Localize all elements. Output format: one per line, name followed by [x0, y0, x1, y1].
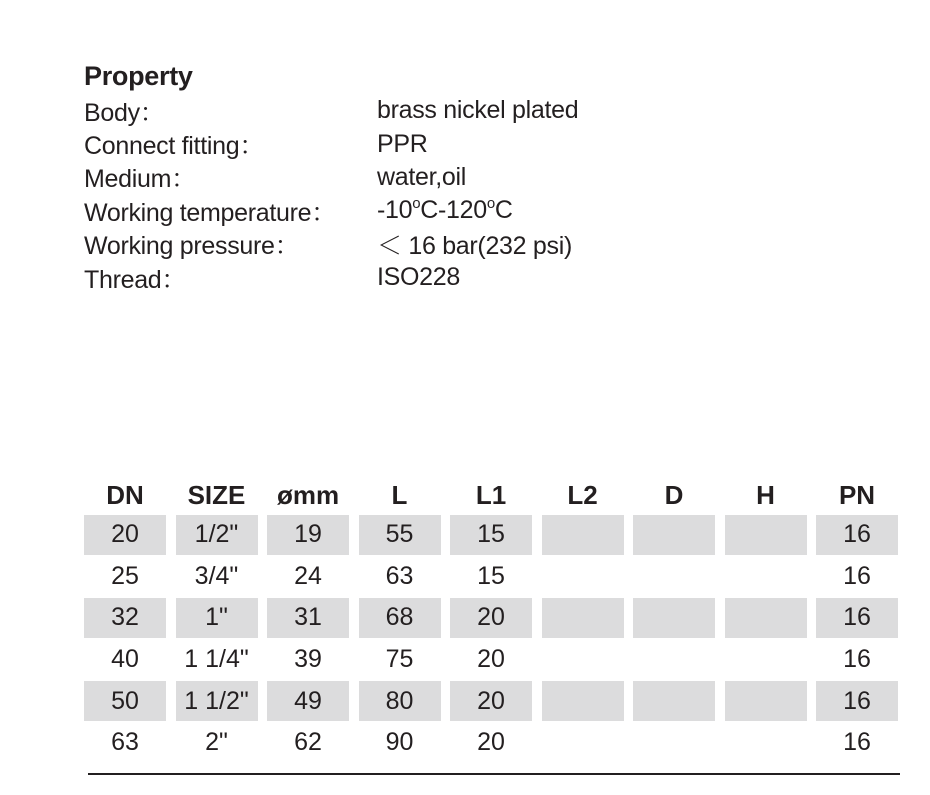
table-cell: 55: [359, 515, 441, 555]
table-cell: [725, 681, 807, 721]
property-row-working-temperature: [84, 194, 684, 227]
table-row: [84, 639, 902, 681]
table-cell: [542, 723, 624, 763]
table-cell: 75: [385, 645, 414, 674]
table-cell: [725, 556, 807, 596]
temperature-max: C-120: [420, 196, 487, 225]
table-cell: 20: [450, 681, 532, 721]
table-row: [84, 556, 902, 598]
table-cell: 1 1/4": [184, 645, 249, 674]
table-cell: 32: [84, 598, 166, 638]
property-row-connect-fitting: [84, 127, 684, 160]
property-value: ISO228: [377, 263, 460, 292]
table-cell: 31: [267, 598, 349, 638]
table-cell: 50: [84, 681, 166, 721]
property-label: Connect fitting：: [84, 132, 265, 161]
table-cell: 20: [450, 598, 532, 638]
table-cell: 90: [385, 728, 414, 757]
degree-mark: o: [486, 195, 495, 213]
table-cell: 63: [111, 728, 139, 757]
property-value: PPR: [377, 129, 428, 158]
column-header-pn: PN: [838, 479, 876, 510]
table-cell: [633, 598, 715, 638]
table-cell: 15: [450, 515, 532, 555]
table-cell: [542, 598, 624, 638]
dimension-table: [84, 476, 902, 764]
property-value: ＜ 16 bar(232 psi): [377, 232, 572, 261]
column-header-l2: L2: [567, 479, 598, 510]
table-cell: [633, 640, 715, 680]
property-heading: Property: [84, 61, 193, 91]
table-cell: 16: [843, 561, 871, 590]
table-row: [84, 722, 902, 764]
column-header-l: L: [391, 479, 408, 510]
table-cell: 40: [111, 645, 139, 674]
table-cell: 1 1/2": [176, 681, 258, 721]
table-cell: [542, 681, 624, 721]
property-row-body: [84, 94, 684, 127]
table-cell: [633, 515, 715, 555]
table-cell: [725, 640, 807, 680]
table-cell: 19: [267, 515, 349, 555]
property-label: Working temperature：: [84, 198, 336, 227]
table-cell: [633, 723, 715, 763]
column-header-dn: DN: [106, 479, 144, 510]
temperature-unit: C: [494, 196, 513, 225]
property-label: Working pressure：: [84, 232, 300, 261]
temperature-min: -10: [377, 196, 413, 225]
property-value-temperature: [377, 196, 513, 225]
table-cell: [542, 556, 624, 596]
table-cell: 24: [294, 561, 322, 590]
table-cell: [725, 598, 807, 638]
column-header-diameter: ømm: [276, 479, 340, 510]
table-cell: 16: [816, 681, 898, 721]
table-cell: [633, 556, 715, 596]
table-cell: 3/4": [194, 561, 239, 590]
table-header-row: [84, 476, 902, 514]
table-cell: 16: [816, 598, 898, 638]
property-section: [84, 58, 684, 294]
property-row-thread: [84, 261, 684, 294]
property-value: brass nickel plated: [377, 96, 579, 125]
property-label: Medium：: [84, 165, 196, 194]
degree-mark: o: [412, 195, 421, 213]
property-label: Body：: [84, 98, 165, 127]
property-row-working-pressure: [84, 228, 684, 261]
table-cell: 63: [385, 561, 414, 590]
table-cell: [542, 640, 624, 680]
column-header-h: H: [756, 479, 775, 510]
table-cell: 15: [477, 561, 505, 590]
table-cell: [725, 723, 807, 763]
table-cell: 80: [359, 681, 441, 721]
table-cell: 16: [843, 728, 871, 757]
table-cell: [725, 515, 807, 555]
table-row: [84, 597, 902, 639]
property-value: water,oil: [377, 162, 467, 191]
table-cell: 16: [816, 515, 898, 555]
table-cell: 49: [267, 681, 349, 721]
column-header-d: D: [664, 479, 684, 510]
table-cell: 62: [294, 728, 322, 757]
table-cell: 1/2": [176, 515, 258, 555]
table-cell: 2": [205, 728, 228, 757]
table-cell: [633, 681, 715, 721]
table-cell: 20: [477, 728, 505, 757]
table-cell: 39: [294, 645, 322, 674]
table-row: [84, 680, 902, 722]
table-cell: 16: [843, 645, 871, 674]
table-cell: 1": [176, 598, 258, 638]
column-header-l1: L1: [475, 479, 507, 510]
table-row: [84, 514, 902, 556]
property-label: Thread：: [84, 265, 187, 294]
table-cell: 68: [359, 598, 441, 638]
table-cell: 25: [111, 561, 139, 590]
table-bottom-rule: [88, 773, 900, 775]
column-header-size: SIZE: [187, 479, 246, 510]
table-cell: [542, 515, 624, 555]
table-cell: 20: [477, 645, 505, 674]
table-cell: 20: [84, 515, 166, 555]
property-row-medium: [84, 161, 684, 194]
